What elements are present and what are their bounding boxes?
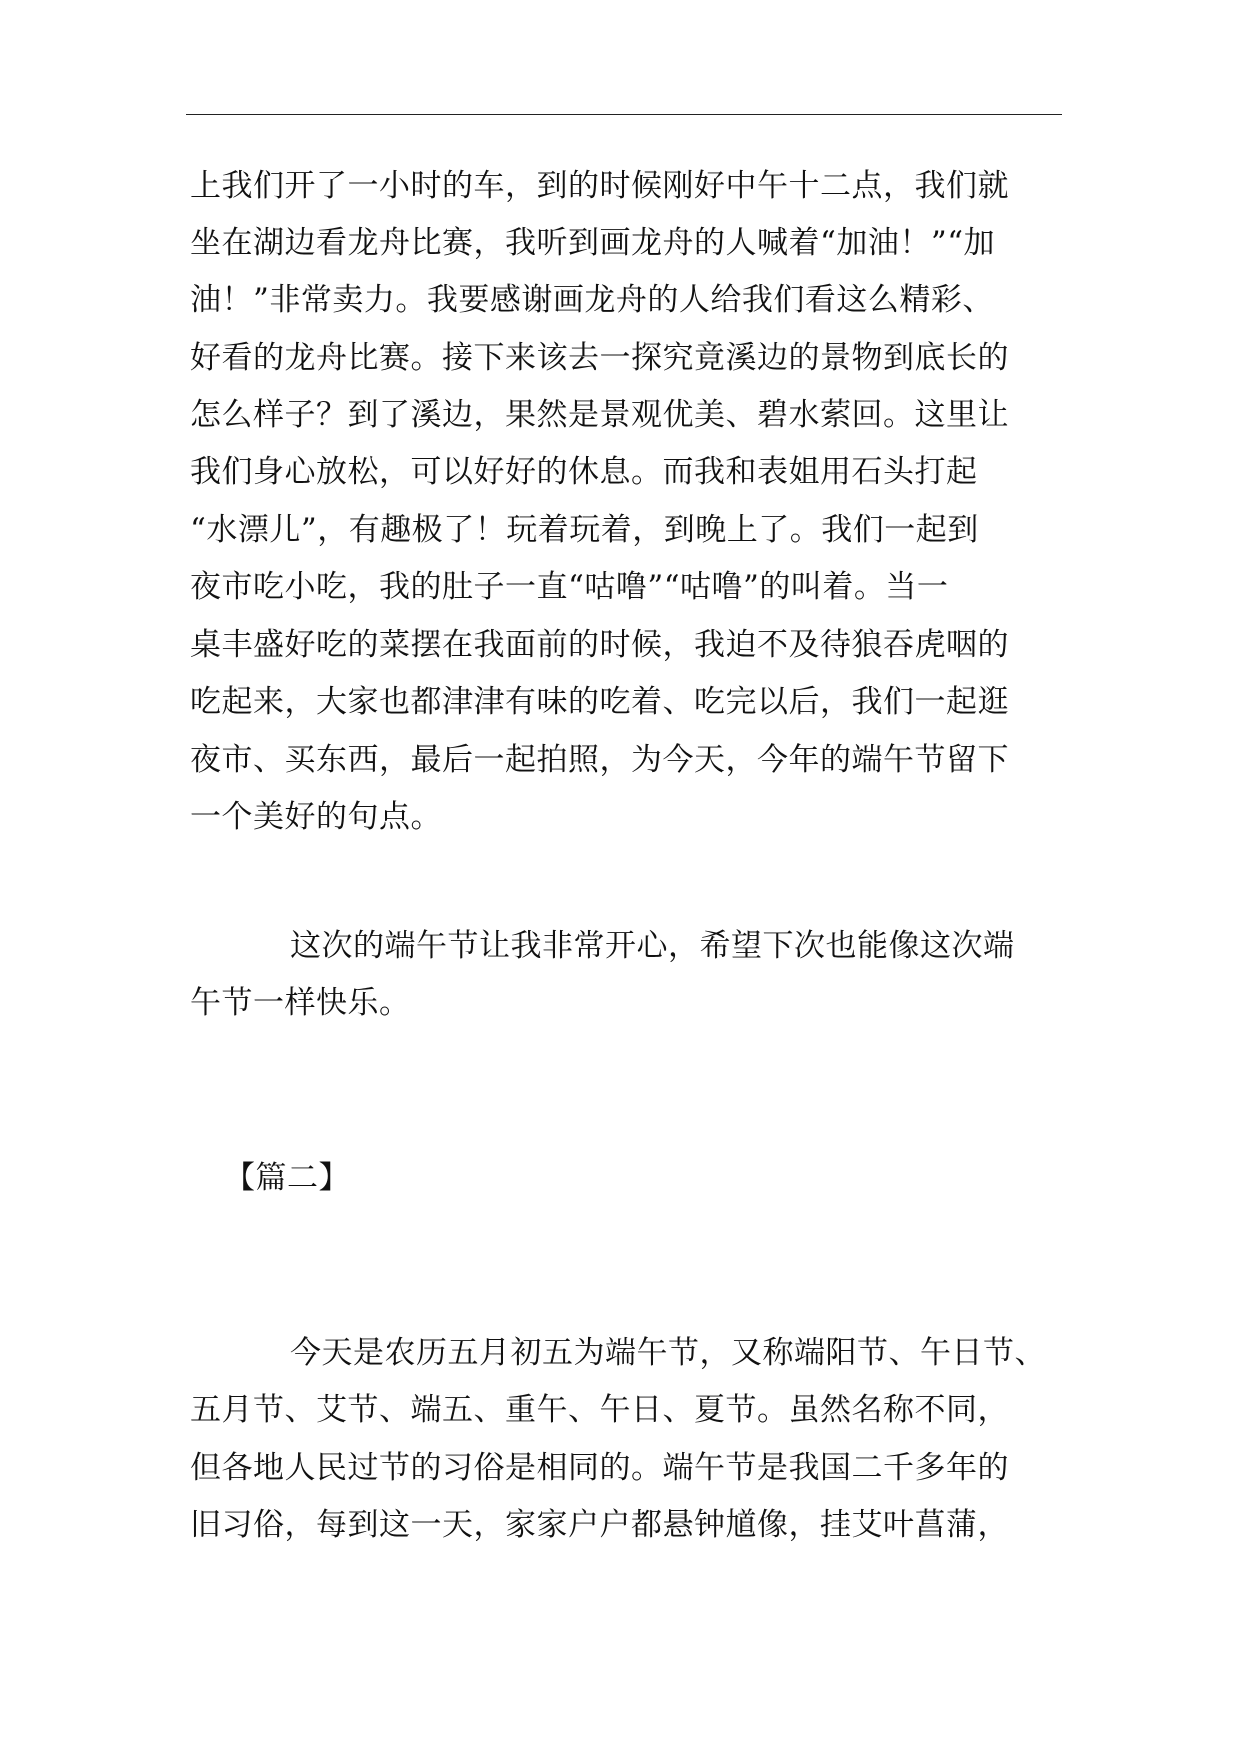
body-line: “水漂儿”，有趣极了！玩着玩着，到晚上了。我们一起到 xyxy=(190,512,979,548)
body-line: 上我们开了一小时的车，到的时候刚好中午十二点，我们就 xyxy=(190,168,1009,204)
section2-line: 今天是农历五月初五为端午节，又称端阳节、午日节、 xyxy=(290,1335,1046,1371)
body-line: 好看的龙舟比赛。接下来该去一探究竟溪边的景物到底长的 xyxy=(190,340,1009,376)
body-line: 夜市、买东西，最后一起拍照，为今天，今年的端午节留下 xyxy=(190,742,1009,778)
body-line: 夜市吃小吃，我的肚子一直“咕噜”“咕噜”的叫着。当一 xyxy=(190,569,949,605)
body-line: 一个美好的句点。 xyxy=(190,799,442,835)
body-line: 我们身心放松，可以好好的休息。而我和表姐用石头打起 xyxy=(190,454,978,490)
body-line: 桌丰盛好吃的菜摆在我面前的时候，我迫不及待狼吞虎咽的 xyxy=(190,627,1009,663)
closing-line: 这次的端午节让我非常开心，希望下次也能像这次端 xyxy=(290,928,1015,964)
header-rule xyxy=(186,114,1062,115)
section2-line: 但各地人民过节的习俗是相同的。端午节是我国二千多年的 xyxy=(190,1450,1009,1486)
section2-line: 旧习俗，每到这一天，家家户户都悬钟馗像，挂艾叶菖蒲， xyxy=(190,1507,1009,1543)
section2-line: 五月节、艾节、端五、重午、午日、夏节。虽然名称不同， xyxy=(190,1392,1009,1428)
body-line: 油！”非常卖力。我要感谢画龙舟的人给我们看这么精彩、 xyxy=(190,282,994,318)
body-line: 吃起来，大家也都津津有味的吃着、吃完以后，我们一起逛 xyxy=(190,684,1009,720)
closing-line: 午节一样快乐。 xyxy=(190,985,411,1021)
section-heading: 【篇二】 xyxy=(224,1160,350,1196)
body-line: 坐在湖边看龙舟比赛，我听到画龙舟的人喊着“加油！”“加 xyxy=(190,225,996,261)
body-line: 怎么样子？到了溪边，果然是景观优美、碧水萦回。这里让 xyxy=(190,397,1009,433)
